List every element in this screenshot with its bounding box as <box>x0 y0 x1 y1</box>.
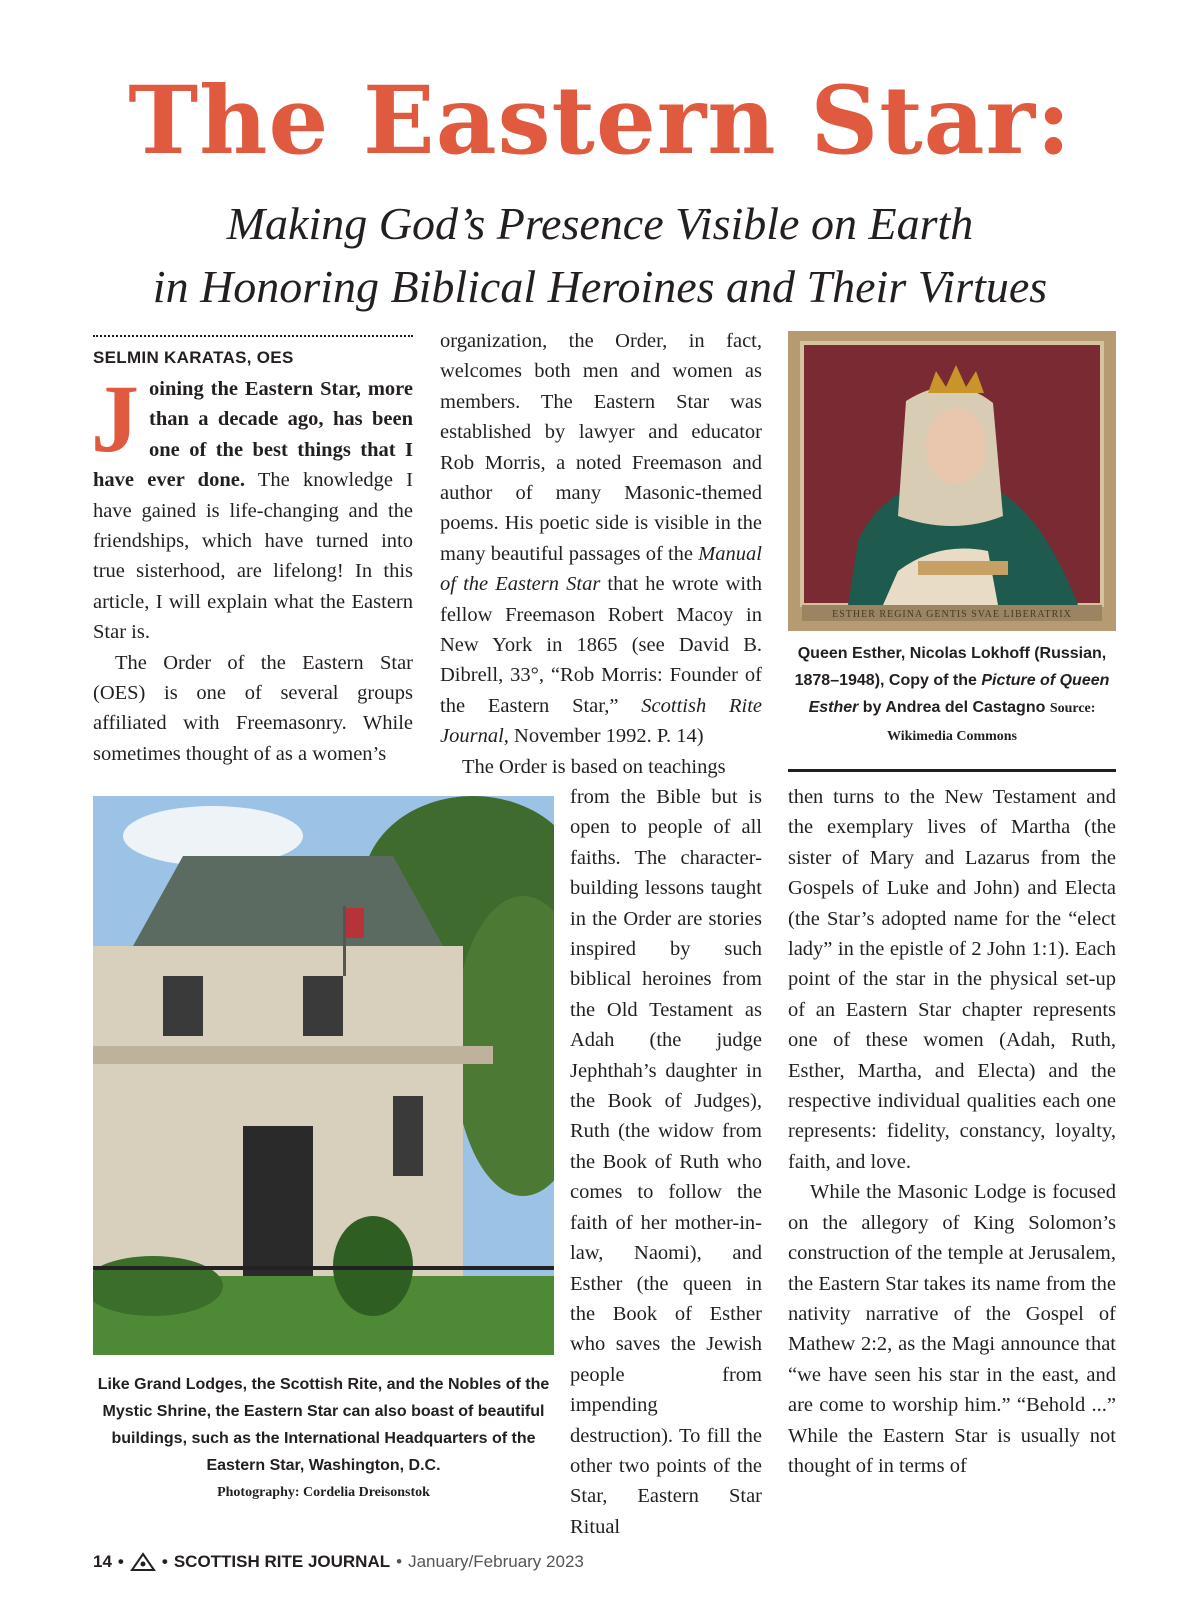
issue-date: January/February 2023 <box>408 1552 584 1571</box>
intro-rest: The knowledge I have gained is life-changing and the friendships, which have turned into true sisterhood, are lifelong! In this article, I will explain what the Eastern Star is. <box>93 469 414 644</box>
queen-esther-painting <box>788 331 1116 631</box>
author-divider <box>93 335 413 337</box>
column-2-narrow <box>570 782 762 1542</box>
journal-title: Scottish Rite Journal <box>440 694 762 748</box>
manual-title: Manual of the Eastern Star <box>440 542 762 596</box>
eastern-star-headquarters-photo <box>93 796 554 1355</box>
paragraph-teachings: from the Bible but is open to people of all faiths. The character-building lessons taught in the Order are stories inspired by such biblical heroines from the Old Testament as Adah (the judge Jephthah’s daughter in the Book of Judges), Ruth (the widow from the Book of Ruth who comes to follow the faith of her mother-in-law, Naomi), and Esther (the queen in the Book of Esther who saves the Jewish people from impending destruction). To fill the other two points of the Star, Eastern Star Ritual <box>570 786 762 1538</box>
page-number: 14 <box>93 1552 112 1571</box>
esther-caption: Queen Esther, Nicolas Lokhoff (Russian, 1878–1948), Copy of the Picture of Queen Esther by Andrea del Castagno Source: Wikimedia Commons <box>794 645 1110 744</box>
building-caption: Like Grand Lodges, the Scottish Rite, and the Nobles of the Mystic Shrine, the Eastern Star can also boast of beautiful buildings, such as the International Headquarters of the Eastern Star, Washington, D.C. Photography: Cordelia Dreisonstok <box>93 1371 554 1506</box>
paragraph-organization: organization, the Order, in fact, welcomes both men and women as members. The Eastern Star was established by lawyer and educator Rob Morris, a noted Freemason and author of many Masonic-themed poems. His poetic side is visible in the many beautiful passages of the Manual of the Eastern Star that he wrote with fellow Freemason Robert Macoy in New York in 1865 (see David B. Dibrell, 33°, “Rob Morris: Founder of the Eastern Star,” Scottish Rite Journal, November 1992. P. 14) <box>440 330 763 748</box>
column-3 <box>788 782 1116 1481</box>
column-1 <box>91 365 414 769</box>
double-eagle-emblem-icon <box>130 1552 156 1572</box>
esther-source: Source: Wikimedia Commons <box>886 701 1096 744</box>
paragraph-oes: The Order of the Eastern Star (OES) is one of several groups affiliated with Freemasonry. While sometimes thought of as a women’s <box>93 651 413 765</box>
paragraph-teachings-start: The Order is based on teachings <box>462 755 726 778</box>
queen-esther-image <box>788 331 1116 631</box>
paragraph-masonic-lodge: While the Masonic Lodge is focused on the allegory of King Solomon’s construction of the temple at Jerusalem, the Eastern Star takes its name from the nativity narrative of the Gospel of Mathew 2:2, as the Magi announce that “we have seen his star in the east, and are come to worship him.” “Behold ...” While the Eastern Star is usually not thought of in terms of <box>788 1181 1116 1477</box>
paragraph-intro <box>91 365 414 648</box>
building-credit: Photography: Cordelia Dreisonstok <box>217 1485 430 1500</box>
column-2-top <box>440 326 762 782</box>
building-image <box>93 796 554 1355</box>
subtitle-line-2: in Honoring Biblical Heroines and Their Virtues <box>152 261 1048 312</box>
page-footer: 14 • • SCOTTISH RITE JOURNAL • January/February 2023 <box>93 1552 584 1571</box>
subtitle-line-1: Making God’s Presence Visible on Earth <box>226 198 974 249</box>
drop-cap: J <box>91 365 139 472</box>
journal-name: SCOTTISH RITE JOURNAL <box>173 1552 391 1571</box>
author-byline: SELMIN KARATAS, OES <box>93 348 294 367</box>
paragraph-new-testament: then turns to the New Testament and the exemplary lives of Martha (the sister of Mary and Lazarus from the Gospels of Luke and John) and Electa (the Star’s adopted name for the “elect lady” in the epistle of 2 John 1:1). Each point of the star in the physical set-up of an Eastern Star chapter represents one of these women (Adah, Ruth, Esther, Martha, and Electa) and the respective individual qualities each one represents: fidelity, constancy, loyalty, faith, and love. <box>788 786 1116 1173</box>
lead-text: oining the Eastern Star, more than a decade ago, has been one of the best things that I have ever done. <box>93 378 413 492</box>
article-title: The Eastern Star: <box>128 66 1072 176</box>
article-subtitle <box>0 192 1200 318</box>
column-3-divider <box>788 769 1116 772</box>
painting-inscription: ESTHER REGINA GENTIS SVAE LIBERATRIX <box>832 609 1072 620</box>
